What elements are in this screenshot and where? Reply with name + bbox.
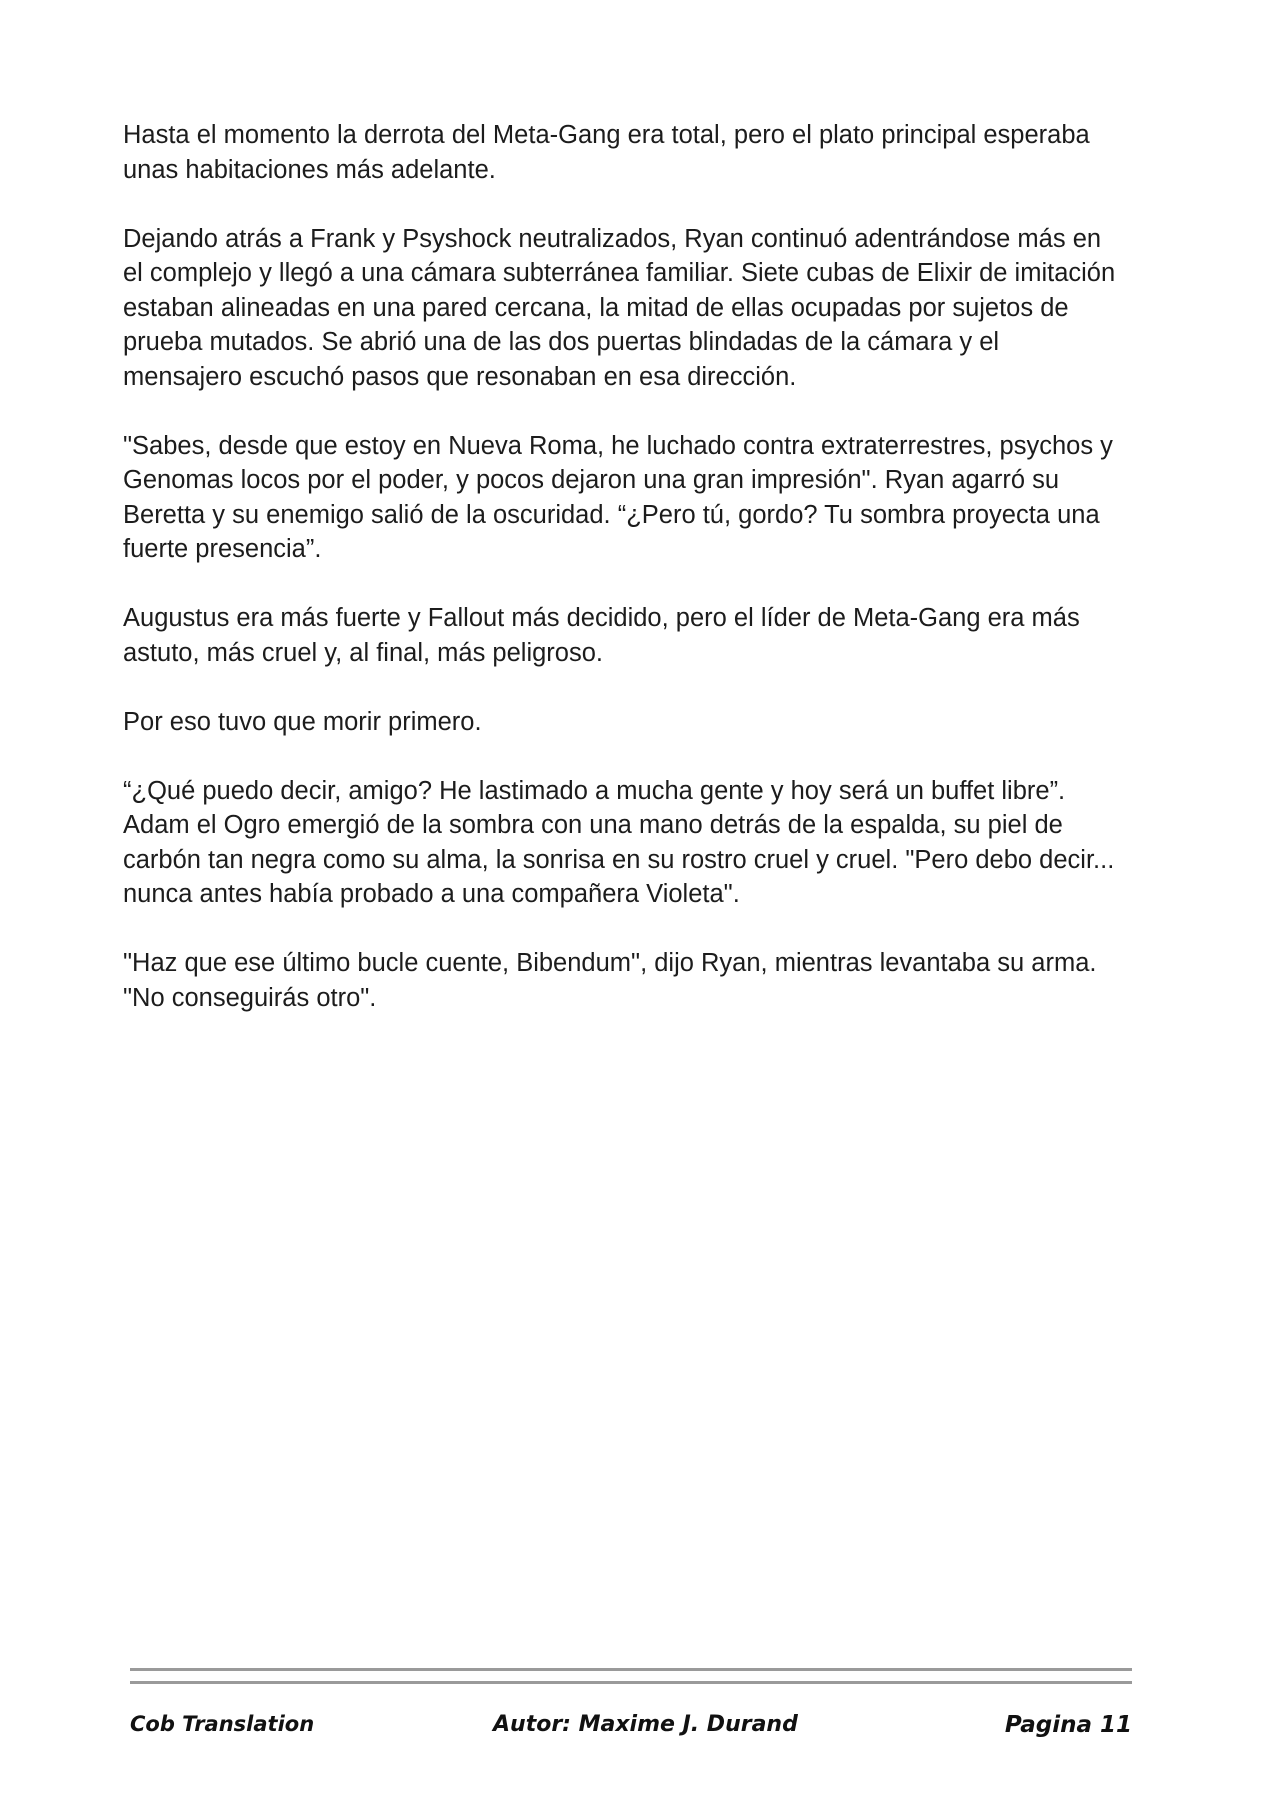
footer-translator: Cob Translation (130, 1712, 315, 1736)
body-text (123, 118, 1143, 1050)
footer-author: Autor: Maxime J. Durand (493, 1712, 798, 1737)
footer-divider-bottom (130, 1681, 1132, 1684)
footer-page-number: Pagina 11 (1004, 1712, 1132, 1738)
paragraph: Augustus era más fuerte y Fallout más decidido, pero el líder de Meta-Gang era más astuto, más cruel y, al final, más peligroso. (123, 604, 1080, 667)
paragraph: Hasta el momento la derrota del Meta-Gang era total, pero el plato principal esperaba unas habitaciones más adelante. (123, 121, 1090, 184)
paragraph: “¿Qué puedo decir, amigo? He lastimado a mucha gente y hoy será un buffet libre”. Adam el Ogro emergió de la sombra con una mano detrás de la espalda, su piel de carbón tan negra como su alma, la sonrisa en su rostro cruel y cruel. "Pero debo decir... nunca antes había probado a una compañera Violeta". (123, 776, 1115, 908)
paragraph: "Haz que ese último bucle cuente, Bibendum", dijo Ryan, mientras levantaba su arma. "No conseguirás otro". (123, 949, 1097, 1012)
paragraph: "Sabes, desde que estoy en Nueva Roma, he luchado contra extraterrestres, psychos y Genomas locos por el poder, y pocos dejaron una gran impresión". Ryan agarró su Beretta y su enemigo salió de la oscuridad. “¿Pero tú, gordo? Tu sombra proyecta una fuerte presencia”. (123, 431, 1113, 563)
paragraph: Dejando atrás a Frank y Psyshock neutralizados, Ryan continuó adentrándose más en el complejo y llegó a una cámara subterránea familiar. Siete cubas de Elixir de imitación estaban alineadas en una pared cercana, la mitad de ellas ocupadas por sujetos de prueba mutados. Se abrió una de las dos puertas blindadas de la cámara y el mensajero escuchó pasos que resonaban en esa dirección. (123, 224, 1116, 391)
paragraph: Por eso tuvo que morir primero. (123, 707, 482, 736)
footer-divider-top (130, 1668, 1132, 1671)
